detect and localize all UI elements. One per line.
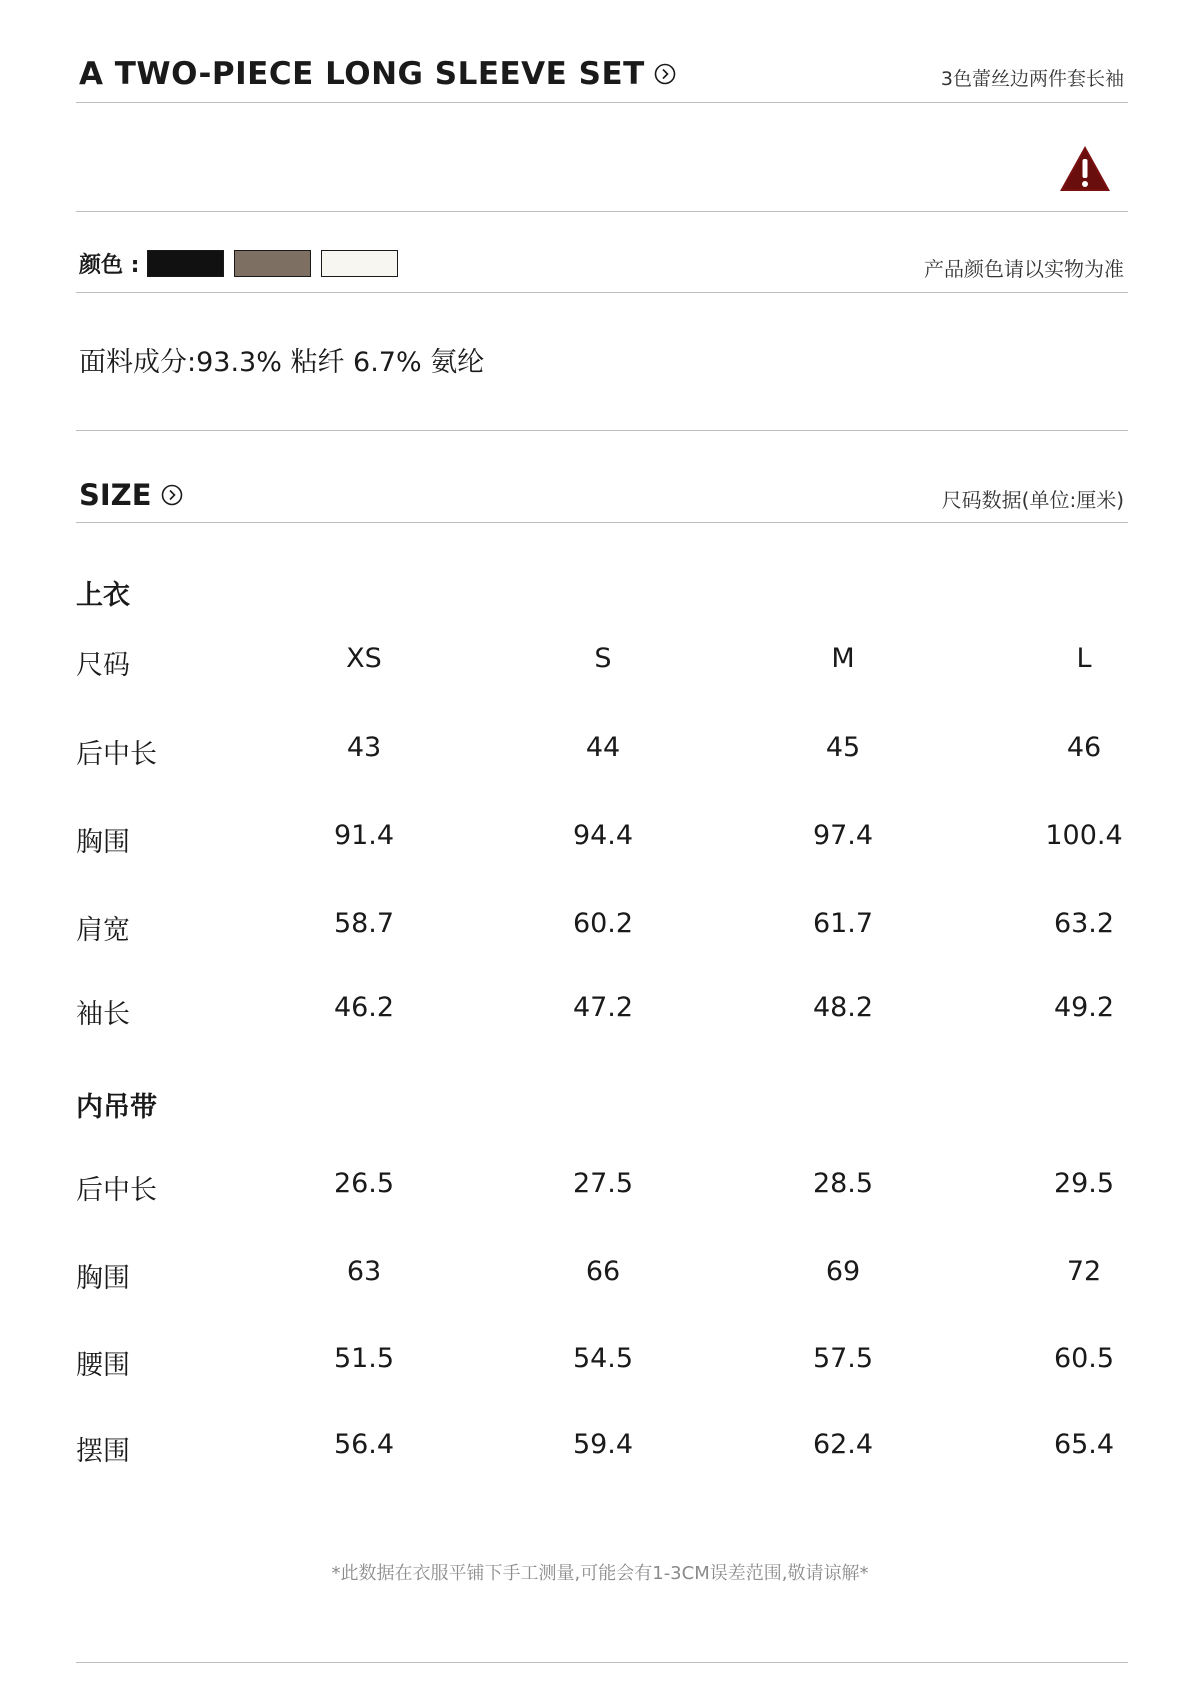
table-cell: 54.5 <box>572 1343 634 1374</box>
row-label: 胸围 <box>76 1263 130 1294</box>
warning-icon <box>1058 144 1112 194</box>
table-row <box>0 908 1200 948</box>
table-cell: 28.5 <box>812 1168 874 1199</box>
table-cell: 59.4 <box>572 1429 634 1460</box>
table-cell: 100.4 <box>1045 820 1123 851</box>
row-label: 后中长 <box>76 1175 157 1206</box>
table-cell: 46.2 <box>333 992 395 1023</box>
table-cell: 51.5 <box>333 1343 395 1374</box>
divider <box>76 102 1128 103</box>
row-label: 尺码 <box>76 650 130 681</box>
divider <box>76 211 1128 212</box>
product-subtitle: 3色蕾丝边两件套长袖 <box>940 68 1124 90</box>
table-cell: 94.4 <box>572 820 634 851</box>
size-s: S <box>594 643 612 674</box>
table-cell: 47.2 <box>572 992 634 1023</box>
row-label: 肩宽 <box>76 915 130 946</box>
fabric-composition: 面料成分:93.3% 粘纤 6.7% 氨纶 <box>79 347 485 378</box>
table-cell: 27.5 <box>572 1168 634 1199</box>
divider <box>76 1662 1128 1663</box>
table-cell: 58.7 <box>333 908 395 939</box>
size-l: L <box>1076 643 1092 674</box>
table-cell: 63.2 <box>1053 908 1115 939</box>
row-label: 后中长 <box>76 739 157 770</box>
measurement-footnote: *此数据在衣服平铺下手工测量,可能会有1-3CM误差范围,敬请谅解* <box>331 1563 869 1584</box>
row-label: 袖长 <box>76 999 130 1030</box>
table-cell: 26.5 <box>333 1168 395 1199</box>
divider <box>76 292 1128 293</box>
size-header-row <box>0 643 1200 683</box>
table-cell: 46 <box>1066 732 1102 763</box>
row-label: 摆围 <box>76 1436 130 1467</box>
table-row <box>0 820 1200 860</box>
size-xs: XS <box>346 643 382 674</box>
section-title-camisole: 内吊带 <box>76 1092 157 1123</box>
chevron-circle-icon <box>161 484 183 506</box>
size-m: M <box>831 643 855 674</box>
color-swatch-taupe[interactable] <box>234 250 311 277</box>
table-cell: 65.4 <box>1053 1429 1115 1460</box>
color-row <box>79 248 398 279</box>
page-title: A TWO-PIECE LONG SLEEVE SET <box>79 56 645 92</box>
table-cell: 91.4 <box>333 820 395 851</box>
divider <box>76 430 1128 431</box>
size-header <box>79 478 183 512</box>
color-swatch-black[interactable] <box>147 250 224 277</box>
table-row <box>0 1343 1200 1383</box>
color-label: 颜色 : <box>79 253 140 278</box>
table-cell: 49.2 <box>1053 992 1115 1023</box>
table-cell: 56.4 <box>333 1429 395 1460</box>
table-cell: 60.5 <box>1053 1343 1115 1374</box>
size-unit-note: 尺码数据(单位:厘米) <box>941 488 1124 512</box>
table-cell: 43 <box>346 732 382 763</box>
table-row <box>0 992 1200 1032</box>
row-label: 胸围 <box>76 827 130 858</box>
table-row <box>0 732 1200 772</box>
color-note: 产品颜色请以实物为准 <box>924 257 1124 281</box>
divider <box>76 522 1128 523</box>
color-swatch-white[interactable] <box>321 250 398 277</box>
table-cell: 63 <box>346 1256 382 1287</box>
table-cell: 62.4 <box>812 1429 874 1460</box>
table-cell: 72 <box>1066 1256 1102 1287</box>
size-title: SIZE <box>79 478 152 512</box>
title-row <box>79 56 676 92</box>
table-cell: 29.5 <box>1053 1168 1115 1199</box>
table-cell: 69 <box>825 1256 861 1287</box>
table-cell: 60.2 <box>572 908 634 939</box>
row-label: 腰围 <box>76 1350 130 1381</box>
table-cell: 45 <box>825 732 861 763</box>
table-cell: 57.5 <box>812 1343 874 1374</box>
table-cell: 61.7 <box>812 908 874 939</box>
table-cell: 97.4 <box>812 820 874 851</box>
section-title-top: 上衣 <box>76 580 130 611</box>
table-cell: 66 <box>585 1256 621 1287</box>
table-row <box>0 1429 1200 1469</box>
table-row <box>0 1168 1200 1208</box>
table-cell: 44 <box>585 732 621 763</box>
table-row <box>0 1256 1200 1296</box>
table-cell: 48.2 <box>812 992 874 1023</box>
chevron-circle-icon <box>654 63 676 85</box>
